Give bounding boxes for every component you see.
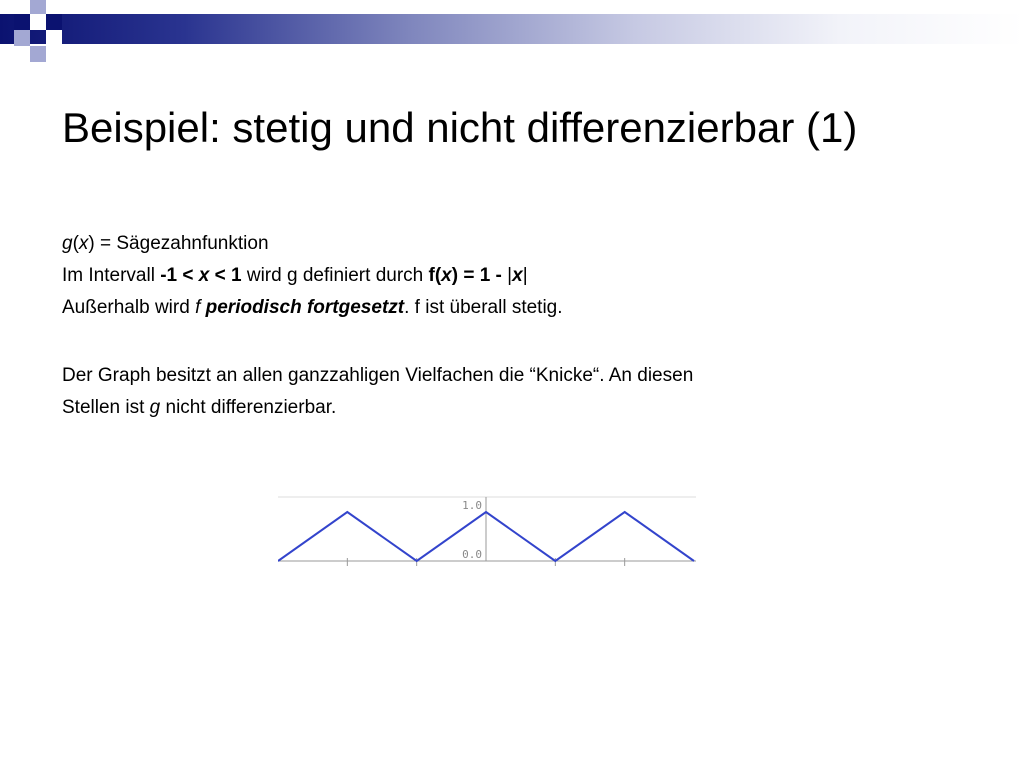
sawtooth-graph bbox=[278, 494, 696, 568]
variable-x: x bbox=[441, 265, 452, 286]
interval-lower: -1 bbox=[160, 265, 178, 286]
variable-x: x bbox=[198, 265, 210, 286]
function-name: g bbox=[149, 397, 161, 418]
text-span: wird g definiert durch bbox=[241, 265, 429, 286]
text-span: ) = Sägezahnfunktion bbox=[88, 233, 269, 254]
text-span: < bbox=[177, 265, 199, 286]
formula-f: f( bbox=[428, 265, 442, 286]
text-span: Stellen ist bbox=[62, 397, 150, 418]
decorative-square bbox=[30, 14, 46, 30]
graph-description-line: Der Graph besitzt an allen ganzzahligen Vielfachen die “Knicke“. An diesen bbox=[62, 365, 694, 386]
text-span: nicht differenzierbar. bbox=[160, 397, 337, 418]
abs-bar: | bbox=[522, 265, 528, 286]
decorative-square bbox=[14, 30, 30, 46]
decorative-square bbox=[46, 30, 62, 46]
decorative-square bbox=[30, 0, 46, 14]
interval-upper: 1 bbox=[231, 265, 242, 286]
y-tick-label-bottom: 0.0 bbox=[462, 548, 482, 561]
text-span: ( bbox=[72, 233, 79, 254]
y-tick-label-top: 1.0 bbox=[462, 499, 482, 512]
text-span: < bbox=[209, 265, 231, 286]
decorative-square bbox=[46, 0, 62, 14]
abs-bar: | bbox=[507, 265, 513, 286]
decorative-header-bar bbox=[0, 14, 1024, 44]
periodic-line bbox=[62, 292, 693, 324]
text-span: ) bbox=[451, 265, 459, 286]
slide-body bbox=[62, 228, 693, 424]
emphasis-text: periodisch fortgesetzt bbox=[205, 297, 405, 318]
variable-x: x bbox=[512, 265, 523, 286]
function-name: g bbox=[62, 233, 73, 254]
decorative-square bbox=[14, 14, 30, 30]
conclusion-line bbox=[62, 392, 693, 424]
formula-rhs: = 1 - bbox=[458, 265, 508, 286]
decorative-square bbox=[30, 46, 46, 62]
text-span: Im Intervall bbox=[62, 265, 161, 286]
definition-line bbox=[62, 228, 693, 260]
decorative-square bbox=[0, 0, 14, 14]
function-name: f bbox=[195, 297, 201, 318]
interval-line bbox=[62, 260, 693, 292]
text-span: . f ist überall stetig. bbox=[404, 297, 563, 318]
text-span: Außerhalb wird bbox=[62, 297, 196, 318]
spacer bbox=[62, 324, 693, 360]
variable-x: x bbox=[78, 233, 89, 254]
slide-title: Beispiel: stetig und nicht differenzierbar (1) bbox=[62, 104, 858, 151]
decorative-square bbox=[46, 14, 62, 30]
